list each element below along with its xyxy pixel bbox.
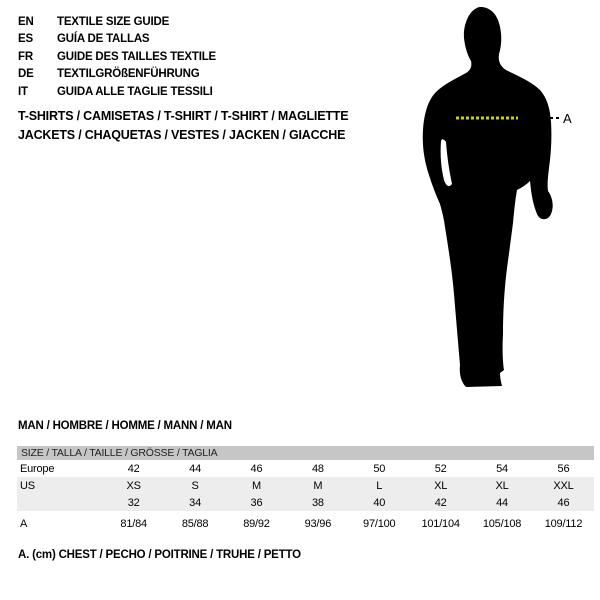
table-cell: 56: [557, 462, 570, 475]
table-cell: XL: [471, 477, 532, 494]
table-cell: 36: [226, 494, 287, 511]
table-cell: 101/104: [421, 518, 460, 530]
table-row-us: [17, 477, 594, 494]
measure-label-a: A: [563, 111, 572, 126]
table-cell: 54: [496, 462, 508, 475]
section-title-man: MAN / HOMBRE / HOMME / MANN / MAN: [18, 420, 232, 432]
table-cell: 44: [189, 462, 201, 475]
measurement-footnote: A. (cm) CHEST / PECHO / POITRINE / TRUHE / PETTO: [18, 549, 301, 561]
lang-code: DE: [18, 68, 34, 81]
table-cell: 85/88: [181, 518, 209, 530]
table-header-label: SIZE / TALLA / TAILLE / GRÖSSE / TAGLIA: [17, 446, 594, 460]
table-row-europe: [17, 460, 594, 477]
table-cell: 42: [127, 462, 140, 475]
table-cell: M: [287, 477, 348, 494]
table-cell: 97/100: [363, 518, 396, 530]
table-row-chest-a: [17, 511, 594, 534]
table-header-row: [17, 446, 594, 460]
lang-code: ES: [18, 33, 33, 46]
category-jackets: JACKETS / CHAQUETAS / VESTES / JACKEN / GIACCHE: [18, 128, 346, 142]
table-cell: S: [164, 477, 225, 494]
table-cell: 46: [533, 494, 594, 511]
table-cell: 93/96: [304, 518, 332, 530]
table-cell: 32: [103, 494, 164, 511]
lang-label: TEXTILGRÖßENFÜHRUNG: [57, 68, 200, 81]
table-row-numeric: [17, 494, 594, 511]
table-cell: 42: [410, 494, 471, 511]
table-cell: 48: [311, 462, 324, 475]
category-tshirts: T-SHIRTS / CAMISETAS / T-SHIRT / T-SHIRT / MAGLIETTE: [18, 109, 349, 123]
table-cell: L: [349, 477, 410, 494]
row-label: US: [17, 477, 103, 494]
row-label: A: [20, 518, 28, 530]
table-cell: 81/84: [120, 518, 147, 530]
row-label: Europe: [20, 462, 55, 475]
lang-label: TEXTILE SIZE GUIDE: [57, 15, 170, 28]
table-cell: XL: [410, 477, 471, 494]
lang-label: GUIDA ALLE TAGLIE TESSILI: [57, 85, 213, 98]
table-cell: 46: [250, 462, 263, 475]
table-cell: 89/92: [243, 518, 270, 530]
size-table: [17, 446, 594, 534]
lang-code: IT: [18, 85, 28, 98]
table-cell: 34: [164, 494, 225, 511]
table-cell: 40: [349, 494, 410, 511]
row-label: [17, 494, 103, 511]
man-silhouette: [423, 7, 553, 387]
table-cell: XXL: [533, 477, 594, 494]
table-cell: 105/108: [482, 518, 522, 530]
lang-code: FR: [18, 50, 33, 63]
table-cell: 109/112: [544, 518, 583, 530]
table-cell: XS: [103, 477, 164, 494]
lang-code: EN: [18, 15, 34, 28]
lang-label: GUÍA DE TALLAS: [57, 33, 150, 46]
table-cell: 44: [471, 494, 532, 511]
lang-label: GUIDE DES TAILLES TEXTILE: [57, 50, 216, 63]
table-cell: 38: [287, 494, 348, 511]
table-cell: 50: [373, 462, 386, 475]
table-cell: 52: [434, 462, 447, 475]
table-cell: M: [226, 477, 287, 494]
